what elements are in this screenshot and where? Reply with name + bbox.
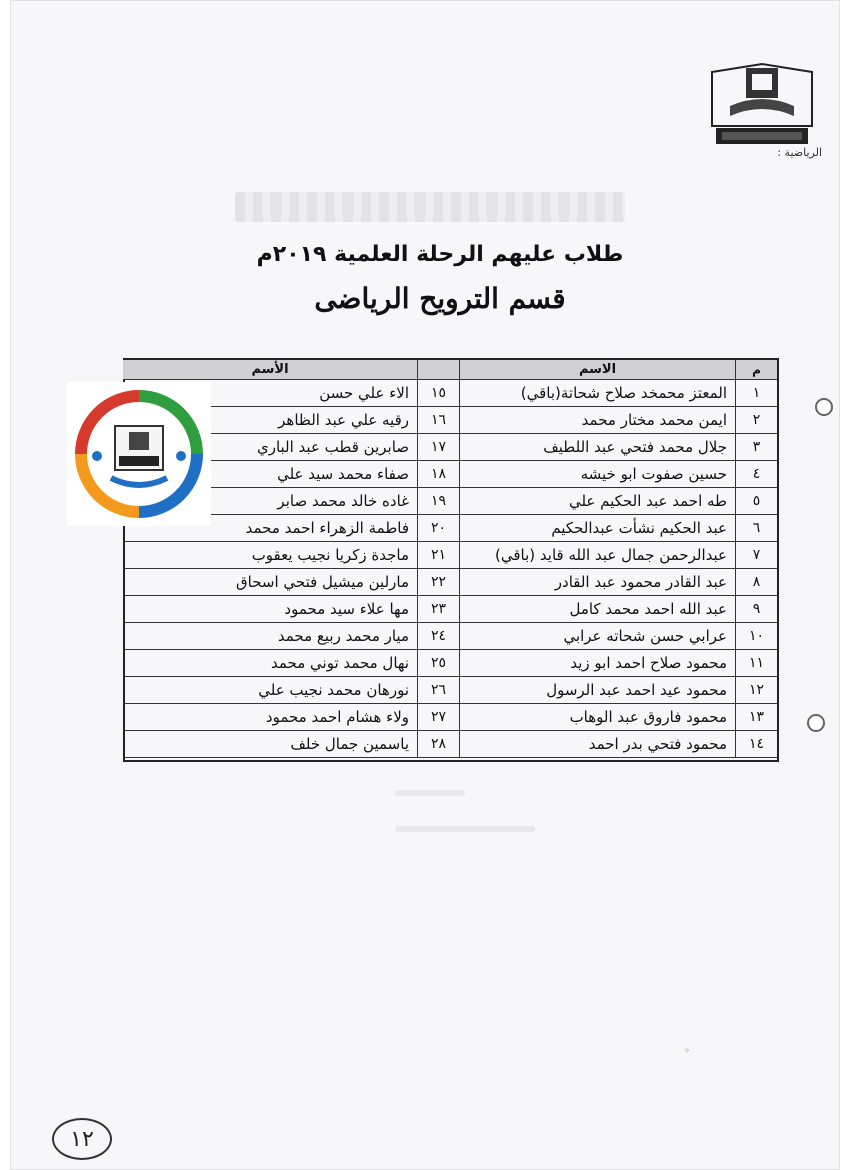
row-number: ١ — [735, 380, 777, 407]
header-name-2: الأسم — [123, 360, 417, 380]
row-number: ٧ — [735, 542, 777, 569]
page-subtitle: قسم الترويح الرياضى — [314, 282, 566, 315]
row-number: ٤ — [735, 461, 777, 488]
row-number: ٦ — [735, 515, 777, 542]
punch-hole — [815, 398, 833, 416]
student-name-2: غاده خالد محمد صابر — [123, 488, 417, 515]
header-caption: الرياضية : — [777, 146, 822, 159]
bleed-through-line — [395, 826, 535, 832]
student-name-2: مارلين ميشيل فتحي اسحاق — [123, 569, 417, 596]
header-number-2 — [417, 360, 459, 380]
row-number: ١٢ — [735, 677, 777, 704]
row-number: ٣ — [735, 434, 777, 461]
students-table — [123, 358, 779, 762]
row-number-2: ٢٦ — [417, 677, 459, 704]
bleed-through-text — [235, 192, 625, 222]
row-number-2: ١٥ — [417, 380, 459, 407]
row-number: ١٣ — [735, 704, 777, 731]
student-name-2: ماجدة زكريا نجيب يعقوب — [123, 542, 417, 569]
page-edge — [840, 0, 850, 1170]
row-number-2: ١٨ — [417, 461, 459, 488]
student-name: طه احمد عبد الحكيم علي — [459, 488, 735, 515]
student-name: محمود فاروق عبد الوهاب — [459, 704, 735, 731]
row-number: ٩ — [735, 596, 777, 623]
bleed-through-line — [395, 790, 465, 796]
row-number: ٥ — [735, 488, 777, 515]
student-name: محمود صلاح احمد ابو زيد — [459, 650, 735, 677]
student-name: محمود عيد احمد عبد الرسول — [459, 677, 735, 704]
student-name-2: صفاء محمد سيد علي — [123, 461, 417, 488]
student-name: ايمن محمد مختار محمد — [459, 407, 735, 434]
row-number-2: ٢٥ — [417, 650, 459, 677]
student-name: جلال محمد فتحي عبد اللطيف — [459, 434, 735, 461]
student-name-2: ولاء هشام احمد محمود — [123, 704, 417, 731]
student-name-2: ياسمين جمال خلف — [123, 731, 417, 758]
row-number: ٢ — [735, 407, 777, 434]
row-number-2: ٢١ — [417, 542, 459, 569]
row-number: ١٠ — [735, 623, 777, 650]
student-name: حسين صفوت ابو خيشه — [459, 461, 735, 488]
portal-badge-logo — [67, 382, 211, 526]
student-name: عبدالرحمن جمال عبد الله قايد (باقي) — [459, 542, 735, 569]
student-name: عرابي حسن شحاته عرابي — [459, 623, 735, 650]
scan-mark: ◦ — [684, 1046, 690, 1057]
student-name: عبد الله احمد محمد كامل — [459, 596, 735, 623]
row-number: ١١ — [735, 650, 777, 677]
student-name: عبد الحكيم نشأت عبدالحكيم — [459, 515, 735, 542]
row-number-2: ٢٨ — [417, 731, 459, 758]
row-number-2: ٢٠ — [417, 515, 459, 542]
student-name-2: مها علاء سيد محمود — [123, 596, 417, 623]
student-name-2: نورهان محمد نجيب علي — [123, 677, 417, 704]
row-number-2: ١٩ — [417, 488, 459, 515]
student-name: المعتز محمخد صلاح شحاتة(باقي) — [459, 380, 735, 407]
row-number-2: ١٧ — [417, 434, 459, 461]
faculty-logo — [706, 62, 818, 150]
student-name: عبد القادر محمود عبد القادر — [459, 569, 735, 596]
row-number-2: ٢٣ — [417, 596, 459, 623]
row-number-2: ٢٧ — [417, 704, 459, 731]
student-name-2: الاء علي حسن — [123, 380, 417, 407]
punch-hole — [807, 714, 825, 732]
row-number-2: ٢٤ — [417, 623, 459, 650]
row-number-2: ١٦ — [417, 407, 459, 434]
row-number: ٨ — [735, 569, 777, 596]
student-name-2: فاطمة الزهراء احمد محمد — [123, 515, 417, 542]
header-name: الاسم — [459, 360, 735, 380]
student-name-2: نهال محمد توني محمد — [123, 650, 417, 677]
header-number: م — [735, 360, 777, 380]
student-name-2: رقيه علي عبد الظاهر — [123, 407, 417, 434]
page-number: ١٢ — [52, 1118, 112, 1160]
row-number: ١٤ — [735, 731, 777, 758]
student-name: محمود فتحي بدر احمد — [459, 731, 735, 758]
student-name-2: ميار محمد ربيع محمد — [123, 623, 417, 650]
row-number-2: ٢٢ — [417, 569, 459, 596]
page-title: طلاب عليهم الرحلة العلمية ٢٠١٩م — [256, 242, 624, 267]
student-name-2: صابرين قطب عبد الباري — [123, 434, 417, 461]
